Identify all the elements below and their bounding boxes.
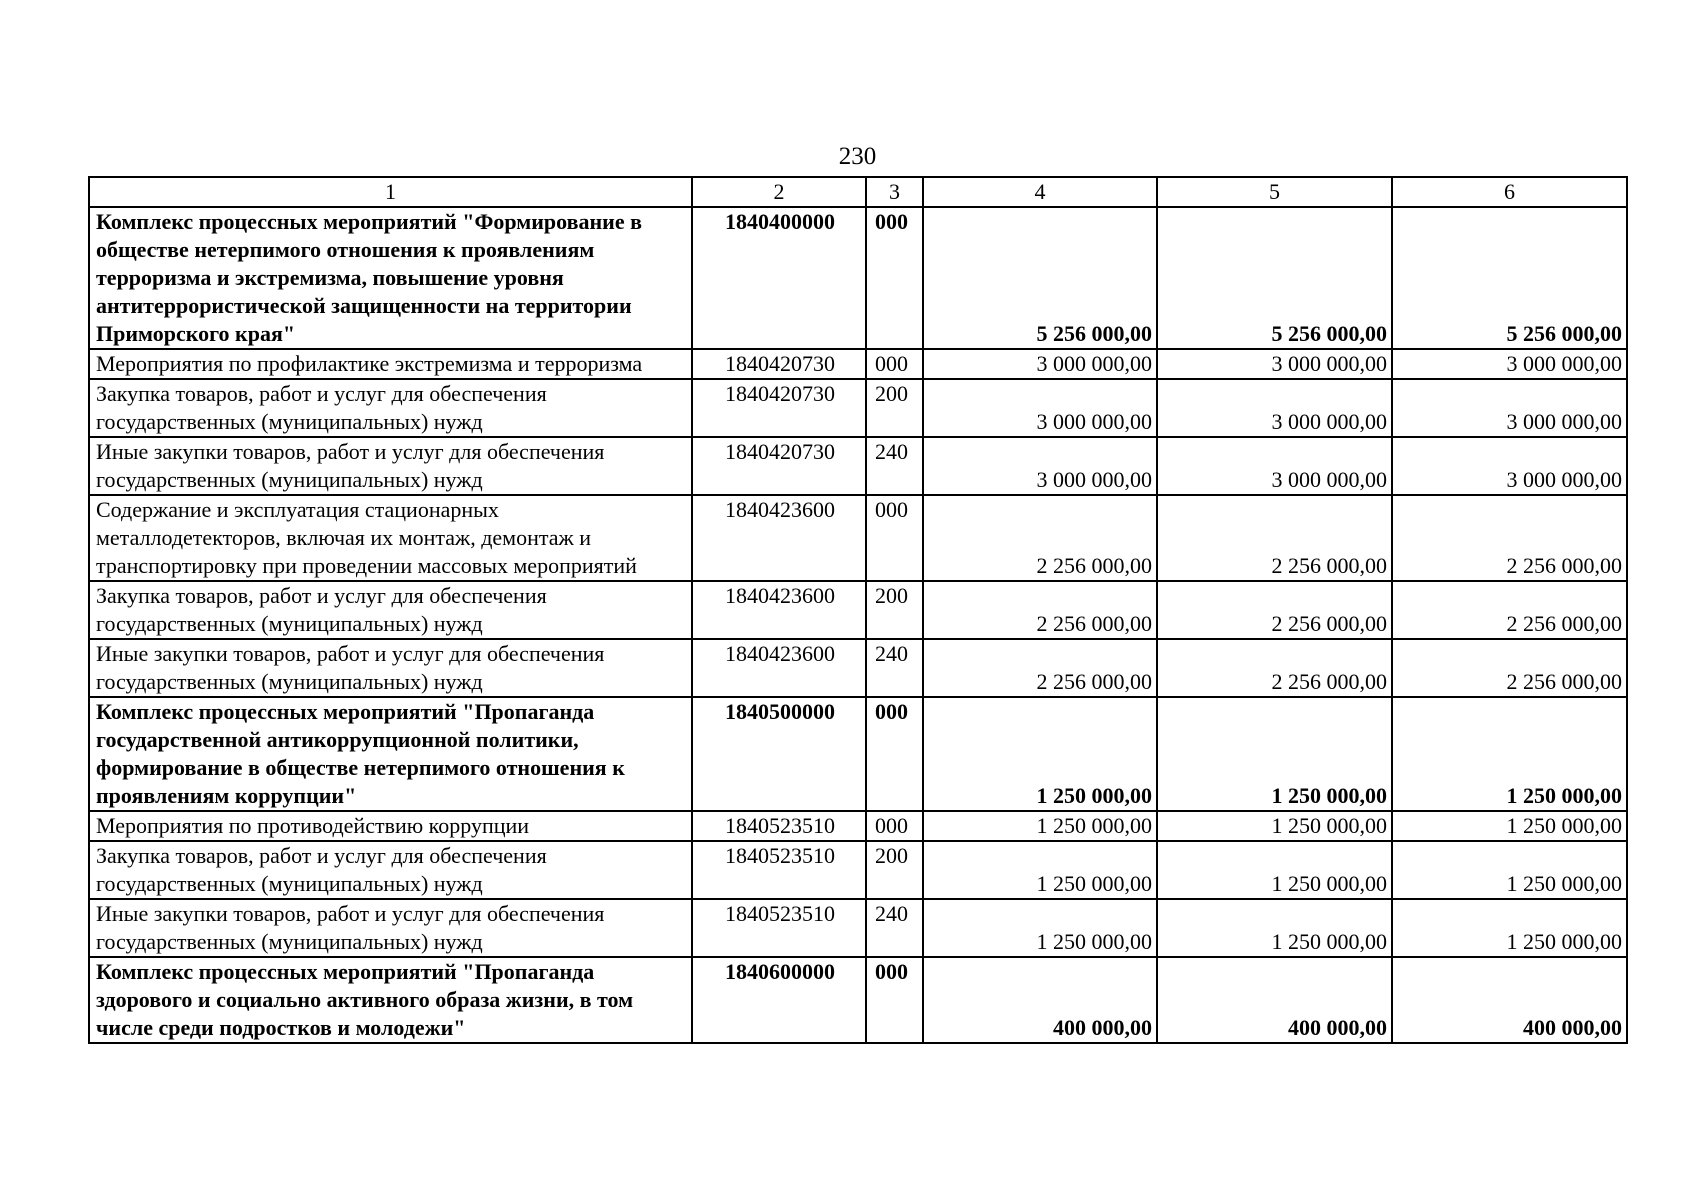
table-row xyxy=(89,639,1627,697)
row-amount-col5: 1 250 000,00 xyxy=(1157,811,1392,841)
row-name: Закупка товаров, работ и услуг для обеспечения государственных (муниципальных) нужд xyxy=(89,379,692,437)
row-amount-col5: 1 250 000,00 xyxy=(1157,697,1392,811)
row-amount-col4: 1 250 000,00 xyxy=(923,811,1157,841)
row-amount-col6: 400 000,00 xyxy=(1392,957,1627,1043)
column-header-3: 3 xyxy=(866,177,923,207)
table-row xyxy=(89,899,1627,957)
row-expense-type: 200 xyxy=(866,379,923,437)
page-number: 230 xyxy=(838,143,877,170)
row-expense-type: 240 xyxy=(866,899,923,957)
budget-table xyxy=(88,176,1628,1044)
row-amount-col5: 2 256 000,00 xyxy=(1157,495,1392,581)
row-code: 1840500000 xyxy=(692,697,866,811)
row-expense-type: 240 xyxy=(866,437,923,495)
row-code: 1840423600 xyxy=(692,639,866,697)
row-amount-col6: 2 256 000,00 xyxy=(1392,495,1627,581)
row-amount-col5: 3 000 000,00 xyxy=(1157,437,1392,495)
row-amount-col5: 400 000,00 xyxy=(1157,957,1392,1043)
row-amount-col4: 400 000,00 xyxy=(923,957,1157,1043)
row-amount-col6: 3 000 000,00 xyxy=(1392,379,1627,437)
table-row xyxy=(89,207,1627,349)
row-amount-col5: 1 250 000,00 xyxy=(1157,841,1392,899)
row-expense-type: 240 xyxy=(866,639,923,697)
column-header-4: 4 xyxy=(923,177,1157,207)
row-amount-col6: 1 250 000,00 xyxy=(1392,841,1627,899)
row-amount-col6: 3 000 000,00 xyxy=(1392,349,1627,379)
row-expense-type: 000 xyxy=(866,495,923,581)
row-amount-col5: 3 000 000,00 xyxy=(1157,349,1392,379)
row-amount-col6: 2 256 000,00 xyxy=(1392,639,1627,697)
row-amount-col5: 1 250 000,00 xyxy=(1157,899,1392,957)
table-row xyxy=(89,697,1627,811)
row-amount-col5: 3 000 000,00 xyxy=(1157,379,1392,437)
row-expense-type: 000 xyxy=(866,811,923,841)
row-amount-col4: 2 256 000,00 xyxy=(923,581,1157,639)
row-amount-col4: 5 256 000,00 xyxy=(923,207,1157,349)
row-amount-col5: 2 256 000,00 xyxy=(1157,639,1392,697)
row-expense-type: 000 xyxy=(866,697,923,811)
row-amount-col4: 1 250 000,00 xyxy=(923,841,1157,899)
row-amount-col5: 2 256 000,00 xyxy=(1157,581,1392,639)
row-code: 1840420730 xyxy=(692,437,866,495)
row-expense-type: 000 xyxy=(866,207,923,349)
table-body xyxy=(89,207,1627,1043)
row-name: Закупка товаров, работ и услуг для обеспечения государственных (муниципальных) нужд xyxy=(89,581,692,639)
row-amount-col4: 3 000 000,00 xyxy=(923,437,1157,495)
row-code: 1840400000 xyxy=(692,207,866,349)
table-row xyxy=(89,349,1627,379)
row-name: Комплекс процессных мероприятий "Пропаганда государственной антикоррупционной политики, формирование в обществе нетерпимого отношения к проявлениям коррупции" xyxy=(89,697,692,811)
row-expense-type: 000 xyxy=(866,957,923,1043)
row-name: Содержание и эксплуатация стационарных металлодетекторов, включая их монтаж, демонтаж и транспортировку при проведении массовых мероприятий xyxy=(89,495,692,581)
row-name: Комплекс процессных мероприятий "Формирование в обществе нетерпимого отношения к проявлениям терроризма и экстремизма, повышение уровня антитеррористической защищенности на территории Приморского края" xyxy=(89,207,692,349)
row-amount-col5: 5 256 000,00 xyxy=(1157,207,1392,349)
row-name: Иные закупки товаров, работ и услуг для обеспечения государственных (муниципальных) нужд xyxy=(89,899,692,957)
row-amount-col6: 2 256 000,00 xyxy=(1392,581,1627,639)
row-code: 1840420730 xyxy=(692,349,866,379)
header-row xyxy=(89,177,1627,207)
row-amount-col6: 1 250 000,00 xyxy=(1392,899,1627,957)
row-code: 1840423600 xyxy=(692,581,866,639)
row-amount-col4: 2 256 000,00 xyxy=(923,495,1157,581)
column-header-5: 5 xyxy=(1157,177,1392,207)
column-header-6: 6 xyxy=(1392,177,1627,207)
row-amount-col4: 1 250 000,00 xyxy=(923,899,1157,957)
table-row xyxy=(89,957,1627,1043)
table-row xyxy=(89,437,1627,495)
table-row xyxy=(89,581,1627,639)
row-code: 1840523510 xyxy=(692,841,866,899)
row-amount-col4: 3 000 000,00 xyxy=(923,379,1157,437)
table-row xyxy=(89,379,1627,437)
row-amount-col4: 1 250 000,00 xyxy=(923,697,1157,811)
row-code: 1840523510 xyxy=(692,899,866,957)
column-header-2: 2 xyxy=(692,177,866,207)
row-amount-col6: 1 250 000,00 xyxy=(1392,811,1627,841)
row-name: Мероприятия по профилактике экстремизма и терроризма xyxy=(89,349,692,379)
table-row xyxy=(89,841,1627,899)
row-amount-col4: 3 000 000,00 xyxy=(923,349,1157,379)
row-name: Иные закупки товаров, работ и услуг для обеспечения государственных (муниципальных) нужд xyxy=(89,437,692,495)
row-code: 1840523510 xyxy=(692,811,866,841)
row-name: Иные закупки товаров, работ и услуг для обеспечения государственных (муниципальных) нужд xyxy=(89,639,692,697)
row-expense-type: 200 xyxy=(866,581,923,639)
column-header-1: 1 xyxy=(89,177,692,207)
row-code: 1840420730 xyxy=(692,379,866,437)
row-expense-type: 200 xyxy=(866,841,923,899)
row-amount-col4: 2 256 000,00 xyxy=(923,639,1157,697)
row-expense-type: 000 xyxy=(866,349,923,379)
row-amount-col6: 3 000 000,00 xyxy=(1392,437,1627,495)
row-name: Закупка товаров, работ и услуг для обеспечения государственных (муниципальных) нужд xyxy=(89,841,692,899)
row-name: Комплекс процессных мероприятий "Пропаганда здорового и социально активного образа жизни, в том числе среди подростков и молодежи" xyxy=(89,957,692,1043)
table-row xyxy=(89,495,1627,581)
row-amount-col6: 1 250 000,00 xyxy=(1392,697,1627,811)
row-amount-col6: 5 256 000,00 xyxy=(1392,207,1627,349)
row-name: Мероприятия по противодействию коррупции xyxy=(89,811,692,841)
row-code: 1840600000 xyxy=(692,957,866,1043)
row-code: 1840423600 xyxy=(692,495,866,581)
table-row xyxy=(89,811,1627,841)
